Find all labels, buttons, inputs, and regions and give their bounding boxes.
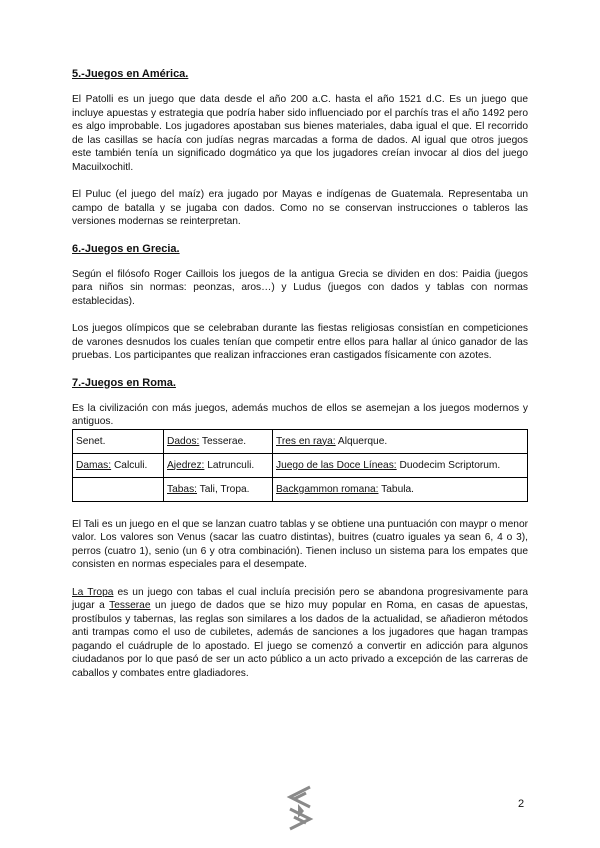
cell-text: Senet. — [76, 435, 106, 447]
table-cell — [273, 453, 528, 477]
section-5-title: 5.-Juegos en América. — [72, 68, 189, 80]
table-cell — [164, 477, 273, 501]
section-7-title: 7.-Juegos en Roma. — [72, 376, 176, 389]
page-number: 2 — [518, 798, 525, 810]
rome-intro-paragraph: Es la civilización con más juegos, además muchos de ellos se asemejan a los juegos modernos y antiguos. — [72, 402, 528, 427]
cell-label: Dados: — [167, 435, 200, 447]
cell-label: Tabas: — [167, 483, 198, 495]
table-cell — [164, 429, 273, 453]
roman-games-table — [72, 429, 528, 502]
table-cell — [73, 477, 164, 501]
table-cell — [73, 429, 164, 453]
tropa-text: es un juego con tabas el cual incluía precisión pero se abandona progresivamente para jugar a — [72, 586, 528, 611]
table-cell — [273, 477, 528, 501]
cell-text: Duodecim Scriptorum. — [396, 459, 501, 471]
cell-label: Juego de las Doce Líneas: — [276, 459, 397, 471]
table-row — [73, 477, 528, 501]
cell-text: Tali, Tropa. — [197, 483, 250, 495]
caillois-paragraph: Según el filósofo Roger Caillois los juegos de la antigua Grecia se dividen en dos: Paidia (juegos para niños sin normas: peonzas, aros…) y Ludus (juegos con dados y tablas con normas establecidas). — [72, 268, 528, 307]
puluc-paragraph: El Puluc (el juego del maíz) era jugado por Mayas e indígenas de Guatemala. Representaba un campo de batalla y se jugaba con dados. Como no se conservan instrucciones o tableros las versiones modernas se reinterpretan. — [72, 189, 528, 227]
cell-label: Tres en raya: — [276, 435, 336, 447]
tesserae-term: Tesserae — [109, 600, 151, 611]
cell-label: Ajedrez: — [167, 459, 205, 471]
table-cell — [273, 429, 528, 453]
olympic-games-paragraph: Los juegos olímpicos que se celebraban durante las fiestas religiosas consistían en competiciones de varones desnudos los cuales tenían que competir entre ellos para hallar al único ganador de las pruebas. Los participantes que realizan infracciones eran castigados físicamente con azotes. — [72, 323, 528, 361]
section-6-title: 6.-Juegos en Grecia. — [72, 242, 180, 255]
tropa-paragraph — [72, 586, 528, 681]
cell-text: Alquerque. — [335, 435, 388, 447]
table-row — [73, 453, 528, 477]
cell-label: Damas: — [76, 459, 112, 471]
table-row — [73, 429, 528, 453]
cell-text: Latrunculi. — [204, 459, 255, 471]
cell-text: Tabula. — [378, 483, 414, 495]
cell-text: Calculi. — [111, 459, 148, 471]
cell-label: Backgammon romana: — [276, 483, 379, 495]
table-cell — [164, 453, 273, 477]
patolli-paragraph: El Patolli es un juego que data desde el año 200 a.C. hasta el año 1521 d.C. Es un juego que incluye apuestas y estrategia que podría haber sido influenciado por el parchís tras el año 1492 pero es algo improbable. Los jugadores apostaban sus bienes materiales, daba igual el que. El recorrido de las casillas se hacía con judías negras marcadas a forma de dados. Al igual que otros juegos este también tenía un significado dogmático ya que los jugadores creían invocar al dios del juego Macuilxochitl. — [72, 94, 528, 173]
table-cell — [73, 453, 164, 477]
cell-text: Tesserae. — [199, 435, 247, 447]
tropa-term: La Tropa — [72, 586, 114, 598]
document-page — [72, 68, 528, 680]
tropa-text-continued: un juego de dados que se hizo muy popular en Roma, en casas de apuestas, prostíbulos y tabernas, las reglas son similares a los dados de la actualidad, se añadieron métodos anti trampas como el uso de cubiletes, además de sanciones a los jugadores que hagan trampas pagando el cuádruple de lo apostado. El juego se comenzó a convertir en adicción para algunos ciudadanos por lo que pasó de ser un acto público a un acto privado a excepción de las carreras de caballos y combates entre gladiadores. — [72, 600, 529, 679]
tali-paragraph: El Tali es un juego en el que se lanzan cuatro tablas y se obtiene una puntuación con maypr o menor valor. Los valores son Venus (sacar las cuatro distintas), buitres (cuatro iguales ya sean 6, 4 o 3), perros (cuatro 1), senio (un 6 y otra combinación). Tienen incluso un sistema para los empates que consisten en normas especiales para el desempate. — [72, 518, 528, 570]
stylized-s-logo-icon — [284, 784, 316, 832]
